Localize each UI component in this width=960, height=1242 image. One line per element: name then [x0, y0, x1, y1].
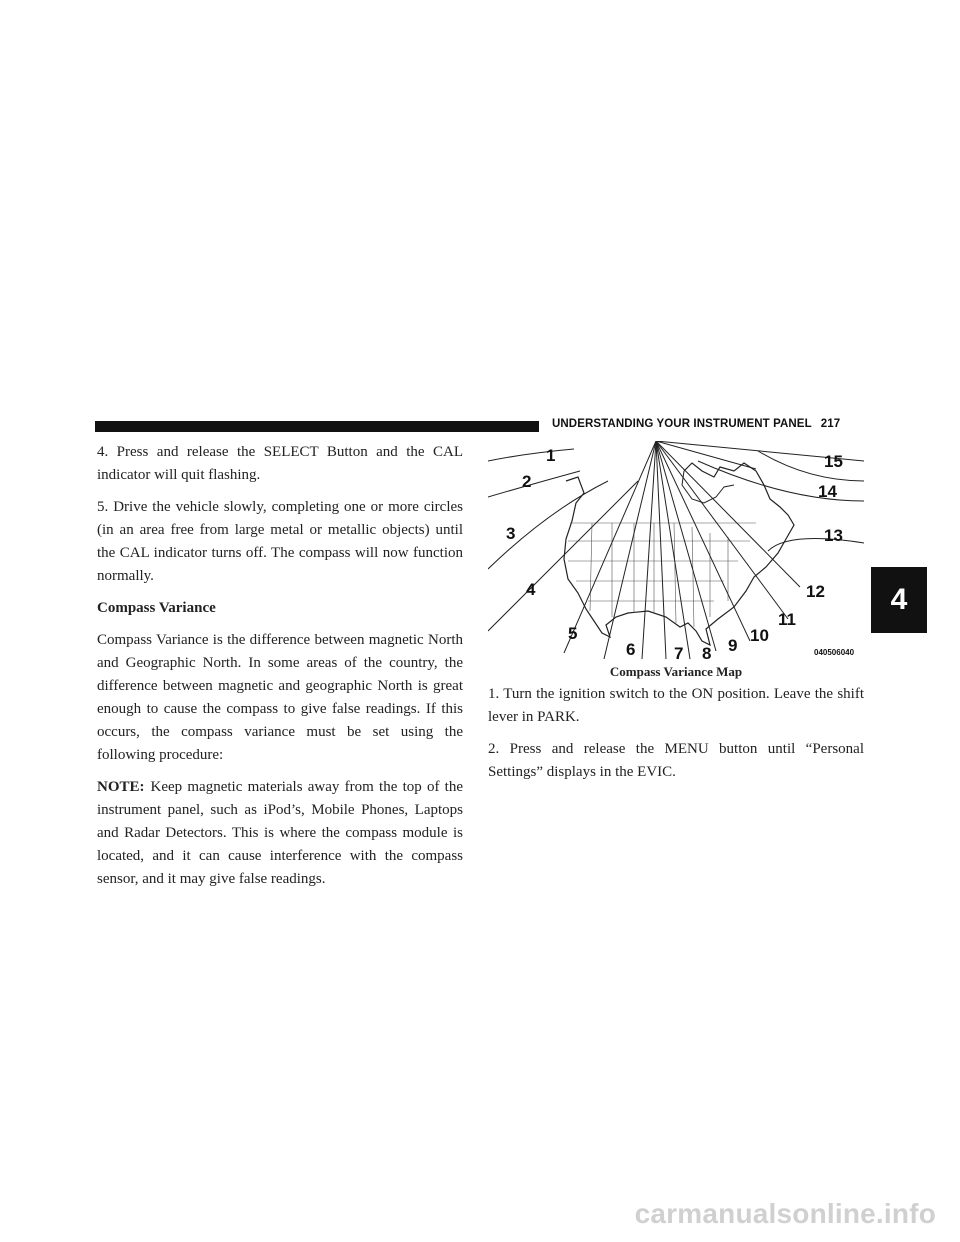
section-title: UNDERSTANDING YOUR INSTRUMENT PANEL — [552, 418, 812, 430]
zone-label-8: 8 — [702, 644, 712, 661]
left-column — [97, 441, 463, 900]
zone-label-7: 7 — [674, 644, 684, 661]
chapter-tab: 4 — [871, 567, 927, 633]
section-heading: Compass Variance — [97, 600, 216, 616]
header-rule — [95, 421, 539, 432]
step-5: 5. Drive the vehicle slowly, completing one or more circles (in an area free from large metal or metallic objects) until the CAL indicator turns off. The compass will now function normally. — [97, 499, 463, 584]
watermark: carmanualsonline.info — [634, 1198, 936, 1229]
note — [97, 776, 463, 891]
zone-label-10: 10 — [750, 626, 769, 645]
note-label: NOTE: — [97, 779, 145, 795]
zone-label-9: 9 — [728, 636, 738, 655]
right-column — [488, 683, 864, 793]
step-4: 4. Press and release the SELECT Button and the CAL indicator will quit flashing. — [97, 444, 463, 483]
radial-lines — [564, 441, 864, 659]
running-header — [552, 418, 840, 430]
zone-label-15: 15 — [824, 452, 843, 471]
zone-label-2: 2 — [522, 472, 532, 491]
figure-code: 040506040 — [814, 648, 855, 657]
page-number: 217 — [820, 418, 841, 430]
zone-label-1: 1 — [546, 446, 556, 465]
zone-label-11: 11 — [778, 610, 796, 629]
note-body: Keep magnetic materials away from the top of the instrument panel, such as iPod’s, Mobile Phones, Laptops and Radar Detectors. This is where the compass module is located, and it can cause interference with the compass sensor, and it may give false readings. — [97, 779, 463, 887]
step-1: 1. Turn the ignition switch to the ON position. Leave the shift lever in PARK. — [488, 686, 864, 725]
zone-label-5: 5 — [568, 624, 578, 643]
map-figure — [488, 441, 864, 661]
zone-label-13: 13 — [824, 526, 843, 545]
section-body: Compass Variance is the difference between magnetic North and Geographic North. In some areas of the country, the difference between magnetic and geographic North is great enough to cause the compass to give false readings. If this occurs, the compass variance must be set using the following procedure: — [97, 632, 463, 763]
compass-variance-map — [488, 441, 864, 661]
step-2: 2. Press and release the MENU button until “Personal Settings” displays in the EVIC. — [488, 741, 864, 780]
figure-caption: Compass Variance Map — [609, 664, 743, 679]
zone-label-12: 12 — [806, 582, 825, 601]
zone-label-4: 4 — [526, 580, 536, 599]
zone-boundaries — [488, 449, 864, 631]
zone-label-6: 6 — [626, 640, 636, 659]
zone-label-3: 3 — [506, 524, 516, 543]
zone-label-14: 14 — [818, 482, 837, 501]
